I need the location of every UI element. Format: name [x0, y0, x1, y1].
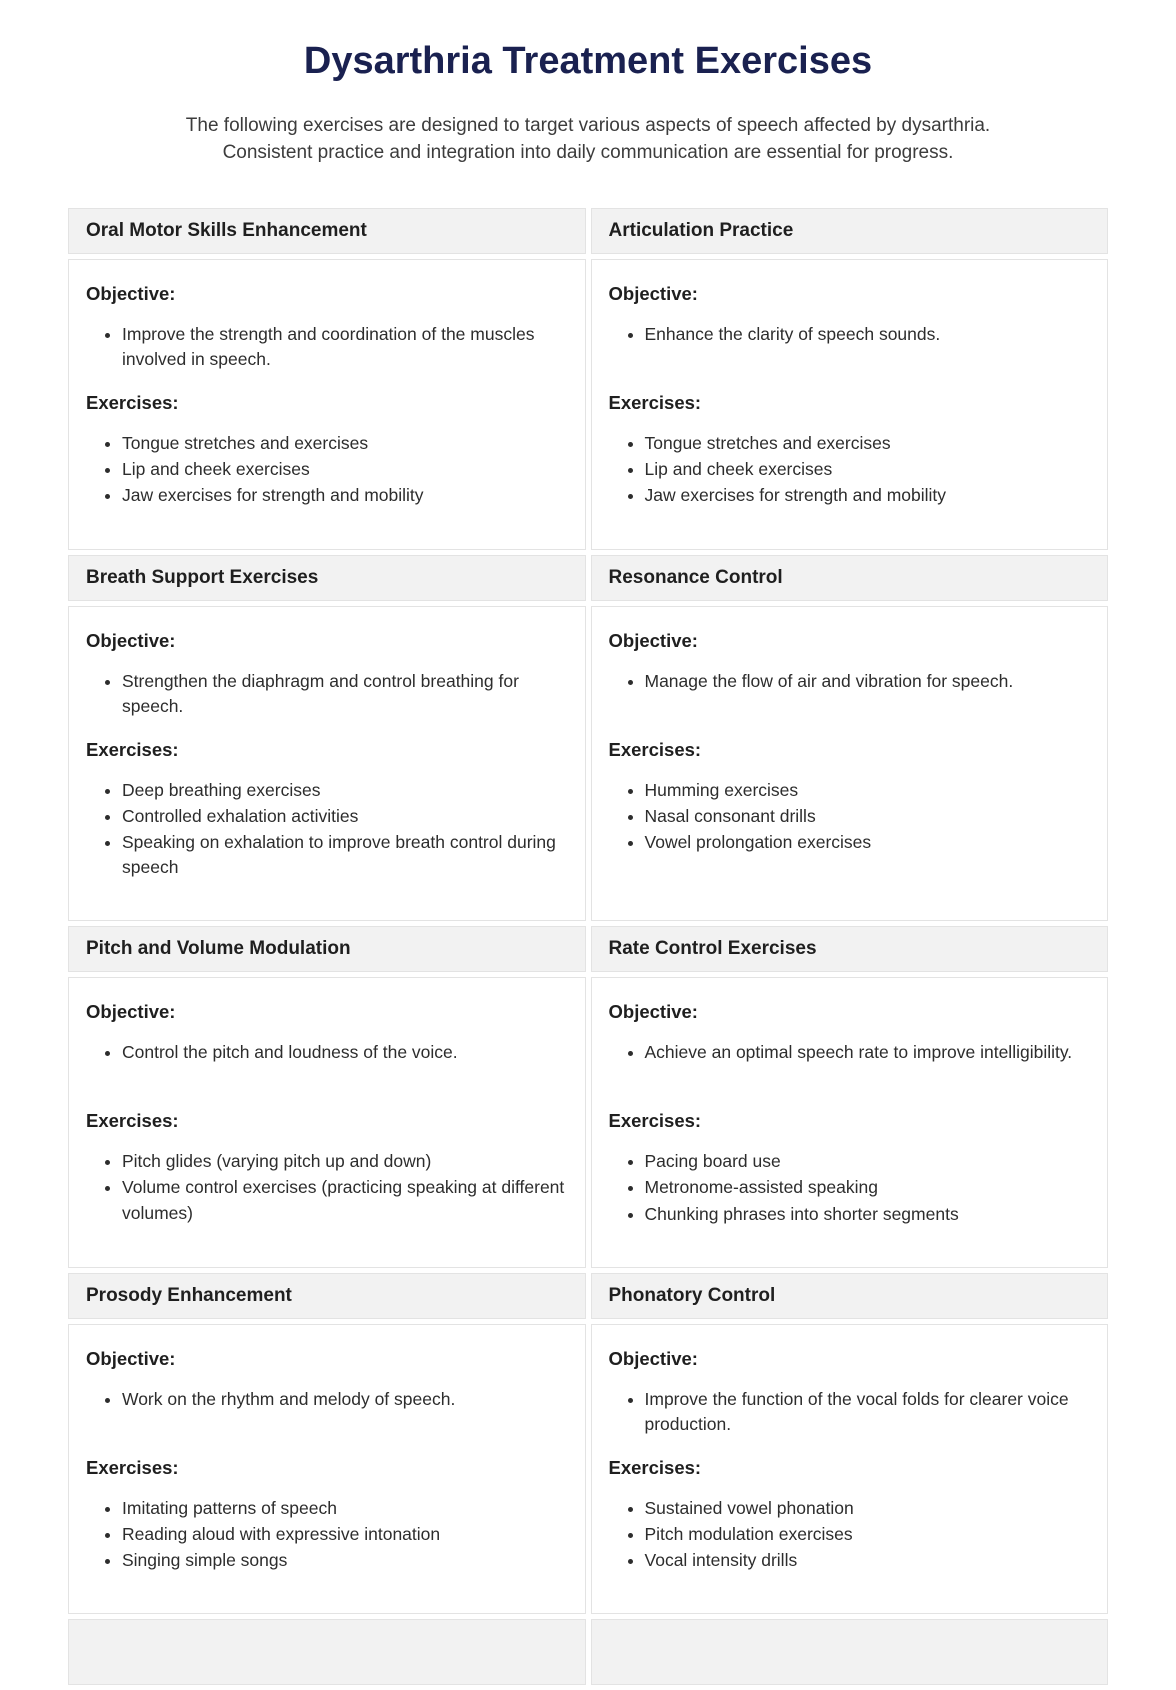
subtitle-line-1: The following exercises are designed to target various aspects of speech affected by dysarthria. [185, 115, 991, 136]
objective-item: • Enhance the clarity of speech sounds. [645, 322, 1091, 347]
header-row-3 [68, 926, 1108, 972]
section-body-rate-control [591, 977, 1109, 1268]
section-header-rate-control: Rate Control Exercises [591, 926, 1109, 972]
exercises-list [86, 1496, 568, 1574]
section-header-phonatory-control: Phonatory Control [591, 1273, 1109, 1319]
header-row-1 [68, 208, 1108, 254]
body-row-1 [68, 259, 1108, 550]
objective-item: • Achieve an optimal speech rate to improve intelligibility. [645, 1040, 1091, 1065]
exercise-item: • Metronome-assisted speaking [645, 1175, 1091, 1200]
exercises-label: Exercises: [608, 391, 702, 413]
exercises-label: Exercises: [608, 738, 702, 760]
objective-label: Objective: [86, 629, 176, 651]
objective-item: • Improve the strength and coordination of the muscles involved in speech. [122, 322, 568, 372]
exercise-item: • Imitating patterns of speech [122, 1496, 568, 1521]
header-row-5-partial [68, 1619, 1108, 1685]
section-header-resonance-control: Resonance Control [591, 555, 1109, 601]
exercises-table [63, 203, 1113, 1690]
section-body-prosody-enhancement [68, 1324, 586, 1615]
exercises-label: Exercises: [86, 1456, 179, 1478]
section-header-partial-right [591, 1619, 1109, 1685]
exercise-item: • Jaw exercises for strength and mobility [122, 483, 568, 508]
exercises-list [86, 1149, 568, 1226]
exercises-list [86, 778, 568, 881]
exercises-label: Exercises: [86, 391, 179, 413]
exercise-item: • Singing simple songs [122, 1548, 568, 1573]
exercise-item: • Humming exercises [645, 778, 1091, 803]
exercise-item: • Pacing board use [645, 1149, 1091, 1174]
objective-list [609, 1040, 1091, 1092]
section-header-pitch-volume: Pitch and Volume Modulation [68, 926, 586, 972]
section-body-articulation-practice [591, 259, 1109, 550]
objective-label: Objective: [608, 282, 698, 304]
section-header-oral-motor-skills: Oral Motor Skills Enhancement [68, 208, 586, 254]
exercise-item: • Nasal consonant drills [645, 804, 1091, 829]
section-header-breath-support: Breath Support Exercises [68, 555, 586, 601]
exercise-item: • Lip and cheek exercises [645, 457, 1091, 482]
objective-list [609, 322, 1091, 374]
exercise-item: • Chunking phrases into shorter segments [645, 1202, 1091, 1227]
exercise-item: • Vowel prolongation exercises [645, 830, 1091, 855]
exercise-item: • Pitch modulation exercises [645, 1522, 1091, 1547]
body-row-2 [68, 606, 1108, 922]
exercises-label: Exercises: [608, 1110, 702, 1132]
objective-label: Objective: [86, 1001, 176, 1023]
section-header-partial-left [68, 1619, 586, 1685]
section-header-articulation-practice: Articulation Practice [591, 208, 1109, 254]
exercise-item: • Lip and cheek exercises [122, 457, 568, 482]
objective-list [86, 669, 568, 721]
exercise-item: • Speaking on exhalation to improve breath control during speech [122, 830, 568, 880]
objective-item: • Manage the flow of air and vibration for speech. [645, 669, 1091, 694]
objective-list [86, 322, 568, 374]
objective-label: Objective: [608, 1001, 698, 1023]
section-body-resonance-control [591, 606, 1109, 922]
objective-label: Objective: [86, 1347, 176, 1369]
exercise-item: • Reading aloud with expressive intonation [122, 1522, 568, 1547]
exercises-label: Exercises: [86, 1110, 179, 1132]
exercises-label: Exercises: [608, 1456, 702, 1478]
objective-label: Objective: [608, 629, 698, 651]
exercises-list [86, 431, 568, 509]
objective-list [609, 1387, 1091, 1439]
objective-item: • Control the pitch and loudness of the voice. [122, 1040, 568, 1065]
page-title: Dysarthria Treatment Exercises [303, 40, 873, 82]
body-row-3 [68, 977, 1108, 1268]
exercises-list [609, 431, 1091, 509]
objective-list [86, 1387, 568, 1439]
page-subtitle [0, 113, 1176, 167]
objective-item: • Strengthen the diaphragm and control breathing for speech. [122, 669, 568, 719]
objective-list [86, 1040, 568, 1092]
exercise-item: • Vocal intensity drills [645, 1548, 1091, 1573]
objective-label: Objective: [608, 1347, 698, 1369]
section-body-breath-support [68, 606, 586, 922]
exercise-item: • Tongue stretches and exercises [645, 431, 1091, 456]
exercise-item: • Volume control exercises (practicing speaking at different volumes) [122, 1175, 568, 1225]
exercise-item: • Jaw exercises for strength and mobility [645, 483, 1091, 508]
section-body-pitch-volume [68, 977, 586, 1268]
section-body-phonatory-control [591, 1324, 1109, 1615]
body-row-4 [68, 1324, 1108, 1615]
objective-item: • Work on the rhythm and melody of speech. [122, 1387, 568, 1412]
header-row-4 [68, 1273, 1108, 1319]
exercises-list [609, 1149, 1091, 1227]
section-body-oral-motor-skills [68, 259, 586, 550]
exercises-label: Exercises: [86, 738, 179, 760]
objective-label: Objective: [86, 282, 176, 304]
exercise-item: • Tongue stretches and exercises [122, 431, 568, 456]
exercise-item: • Controlled exhalation activities [122, 804, 568, 829]
objective-item: • Improve the function of the vocal folds for clearer voice production. [645, 1387, 1091, 1437]
exercise-item: • Sustained vowel phonation [645, 1496, 1091, 1521]
exercise-item: • Pitch glides (varying pitch up and down) [122, 1149, 568, 1174]
header-row-2 [68, 555, 1108, 601]
exercises-list [609, 778, 1091, 856]
subtitle-line-2: Consistent practice and integration into daily communication are essential for progress. [222, 141, 954, 163]
section-header-prosody-enhancement: Prosody Enhancement [68, 1273, 586, 1319]
exercise-item: • Deep breathing exercises [122, 778, 568, 803]
objective-list [609, 669, 1091, 721]
exercises-list [609, 1496, 1091, 1574]
